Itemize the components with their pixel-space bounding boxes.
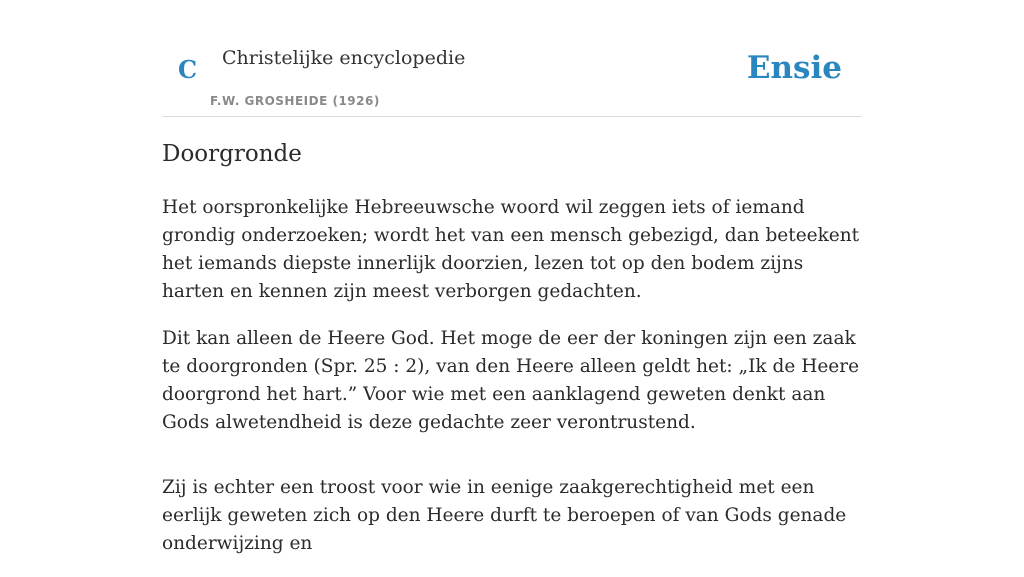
encyclopedia-logo[interactable]: C xyxy=(178,55,198,84)
article xyxy=(162,138,862,577)
article-paragraph-2: Dit kan alleen de Heere God. Het moge de eer der koningen zijn een zaak te doorgronden (Spr. 25 : 2), van den Heere alleen geldt het: „Ik de Heere doorgrond het hart.” Voor wie met een aanklagend geweten denkt aan Gods alwetendheid is deze gedachte zeer verontrustend. xyxy=(162,328,860,433)
site-header xyxy=(162,0,862,117)
encyclopedia-title[interactable]: Christelijke encyclopedie xyxy=(222,47,466,69)
article-paragraph-1: Het oorspronkelijke Hebreeuwsche woord wil zeggen iets of iemand grondig onderzoeken; wordt het van een mensch gebezigd, dan beteekent het iemands diepste innerlijk doorzien, lezen tot op den bodem zijns harten en kennen zijn meest verborgen gedachten. xyxy=(162,197,860,302)
article-title: Doorgronde xyxy=(162,141,302,167)
article-paragraph-3: Zij is echter een troost voor wie in eenige zaakgerechtigheid met een eerlijk geweten zich op den Heere durft te beroepen of van Gods genade onderwijzing en xyxy=(162,477,847,554)
author-line: F.W. GROSHEIDE (1926) xyxy=(210,94,380,108)
brand-logo[interactable]: Ensie xyxy=(746,50,842,86)
